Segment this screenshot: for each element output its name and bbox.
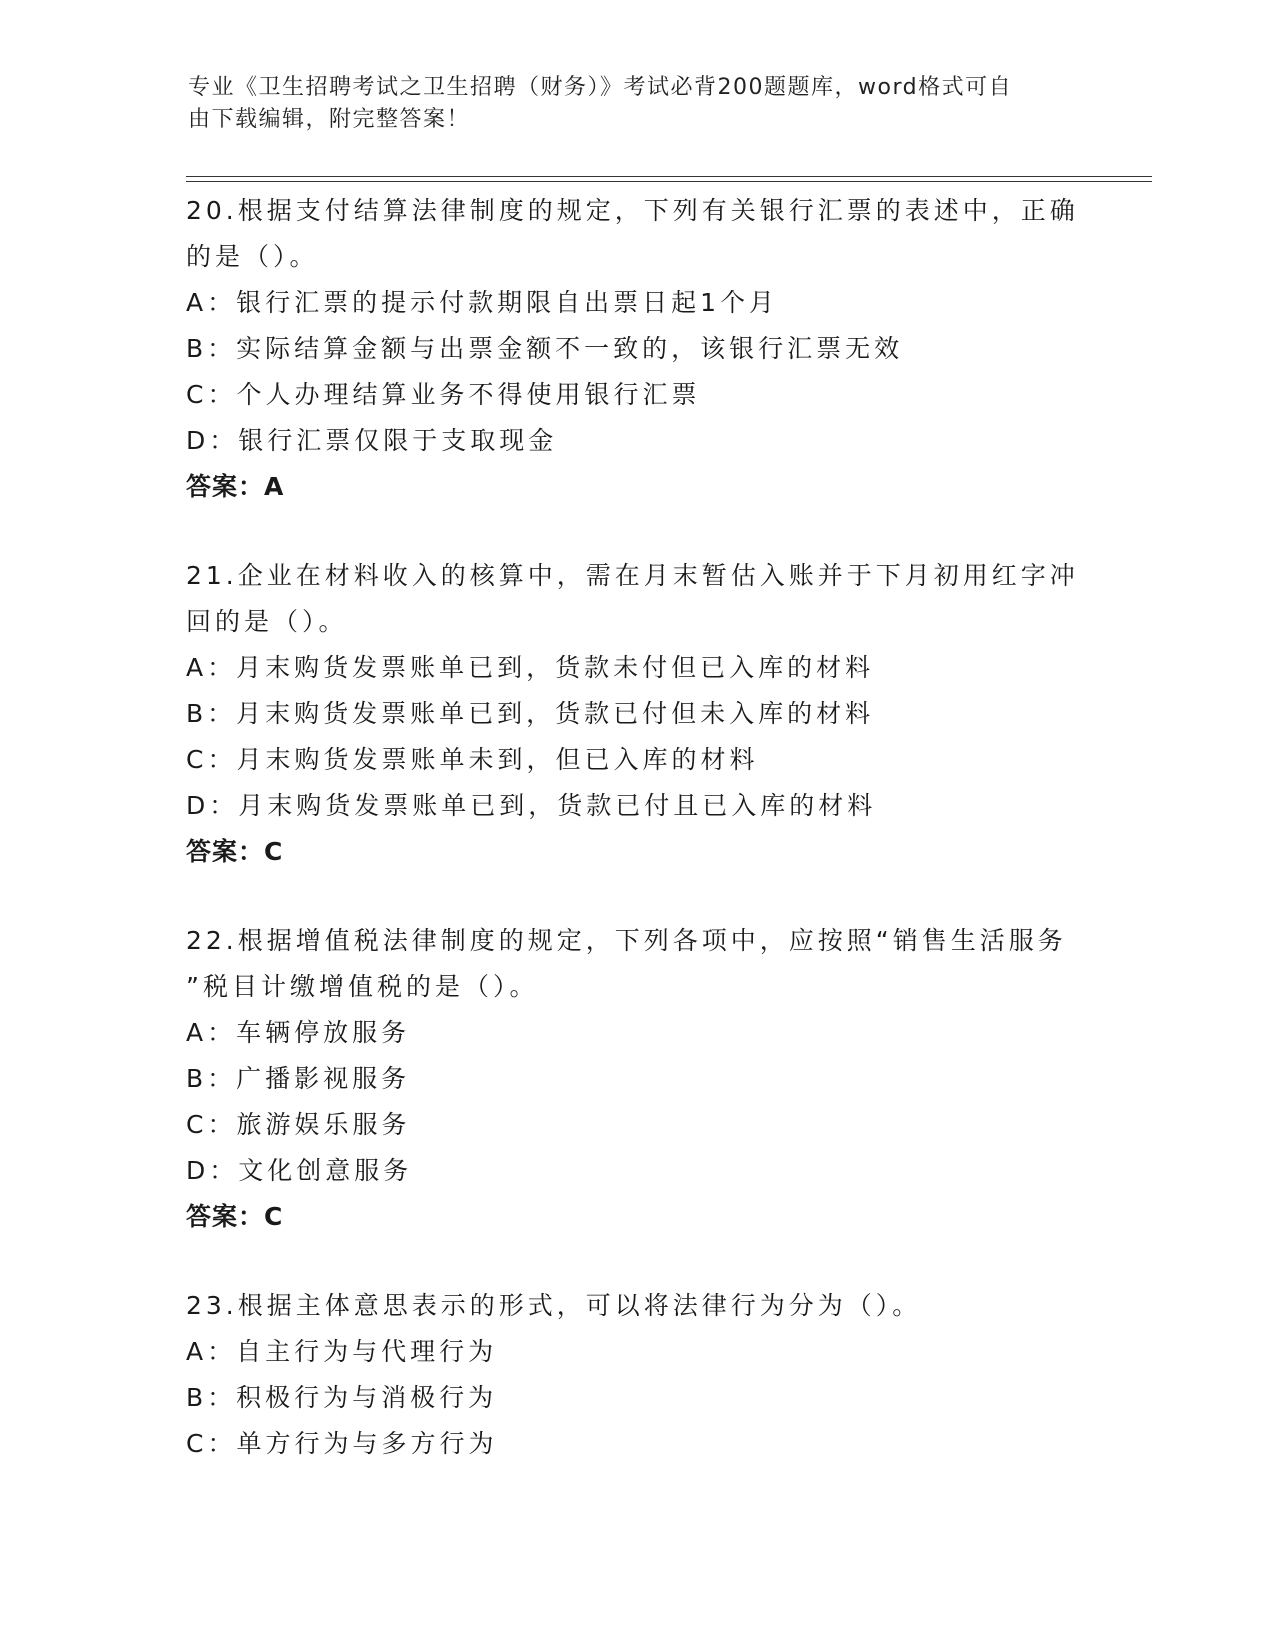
option-b: B：广播影视服务 [186, 1064, 411, 1093]
header-divider-top [186, 176, 1152, 177]
document-header [188, 72, 1068, 136]
answer: 答案：C [186, 837, 284, 866]
option-a: A：车辆停放服务 [186, 1018, 411, 1047]
question-21 [186, 553, 1086, 875]
question-23 [186, 1283, 1086, 1467]
option-d: D：文化创意服务 [186, 1156, 413, 1185]
question-20 [186, 188, 1086, 510]
option-c: C：旅游娱乐服务 [186, 1110, 411, 1139]
question-22 [186, 918, 1086, 1240]
question-stem-line-1: 23.根据主体意思表示的形式，可以将法律行为分为（）。 [186, 1291, 922, 1320]
question-stem-line-1: 22.根据增值税法律制度的规定，下列各项中，应按照“销售生活服务 [186, 926, 1067, 955]
option-d: D：月末购货发票账单已到，货款已付且已入库的材料 [186, 791, 877, 820]
answer: 答案：A [186, 472, 285, 501]
answer: 答案：C [186, 1202, 284, 1231]
option-a: A：银行汇票的提示付款期限自出票日起1个月 [186, 288, 779, 317]
header-line-1: 专业《卫生招聘考试之卫生招聘（财务）》考试必背200题题库，word格式可自 [188, 75, 1013, 100]
option-c: C：月末购货发票账单未到，但已入库的材料 [186, 745, 759, 774]
header-line-2: 由下载编辑，附完整答案！ [188, 107, 471, 132]
option-b: B：月末购货发票账单已到，货款已付但未入库的材料 [186, 699, 875, 728]
question-stem-line-1: 20.根据支付结算法律制度的规定，下列有关银行汇票的表述中，正确 [186, 196, 1079, 225]
option-a: A：月末购货发票账单已到，货款未付但已入库的材料 [186, 653, 875, 682]
header-divider-bottom [186, 181, 1152, 182]
option-b: B：积极行为与消极行为 [186, 1383, 498, 1412]
option-b: B：实际结算金额与出票金额不一致的，该银行汇票无效 [186, 334, 904, 363]
question-stem-line-1: 21.企业在材料收入的核算中，需在月末暂估入账并于下月初用红字冲 [186, 561, 1079, 590]
option-c: C：个人办理结算业务不得使用银行汇票 [186, 380, 701, 409]
option-c: C：单方行为与多方行为 [186, 1429, 498, 1458]
question-stem-line-2: 回的是（）。 [186, 607, 348, 636]
option-a: A：自主行为与代理行为 [186, 1337, 498, 1366]
question-stem-line-2: 的是（）。 [186, 242, 319, 271]
question-stem-line-2: ”税目计缴增值税的是（）。 [186, 972, 539, 1001]
option-d: D：银行汇票仅限于支取现金 [186, 426, 558, 455]
